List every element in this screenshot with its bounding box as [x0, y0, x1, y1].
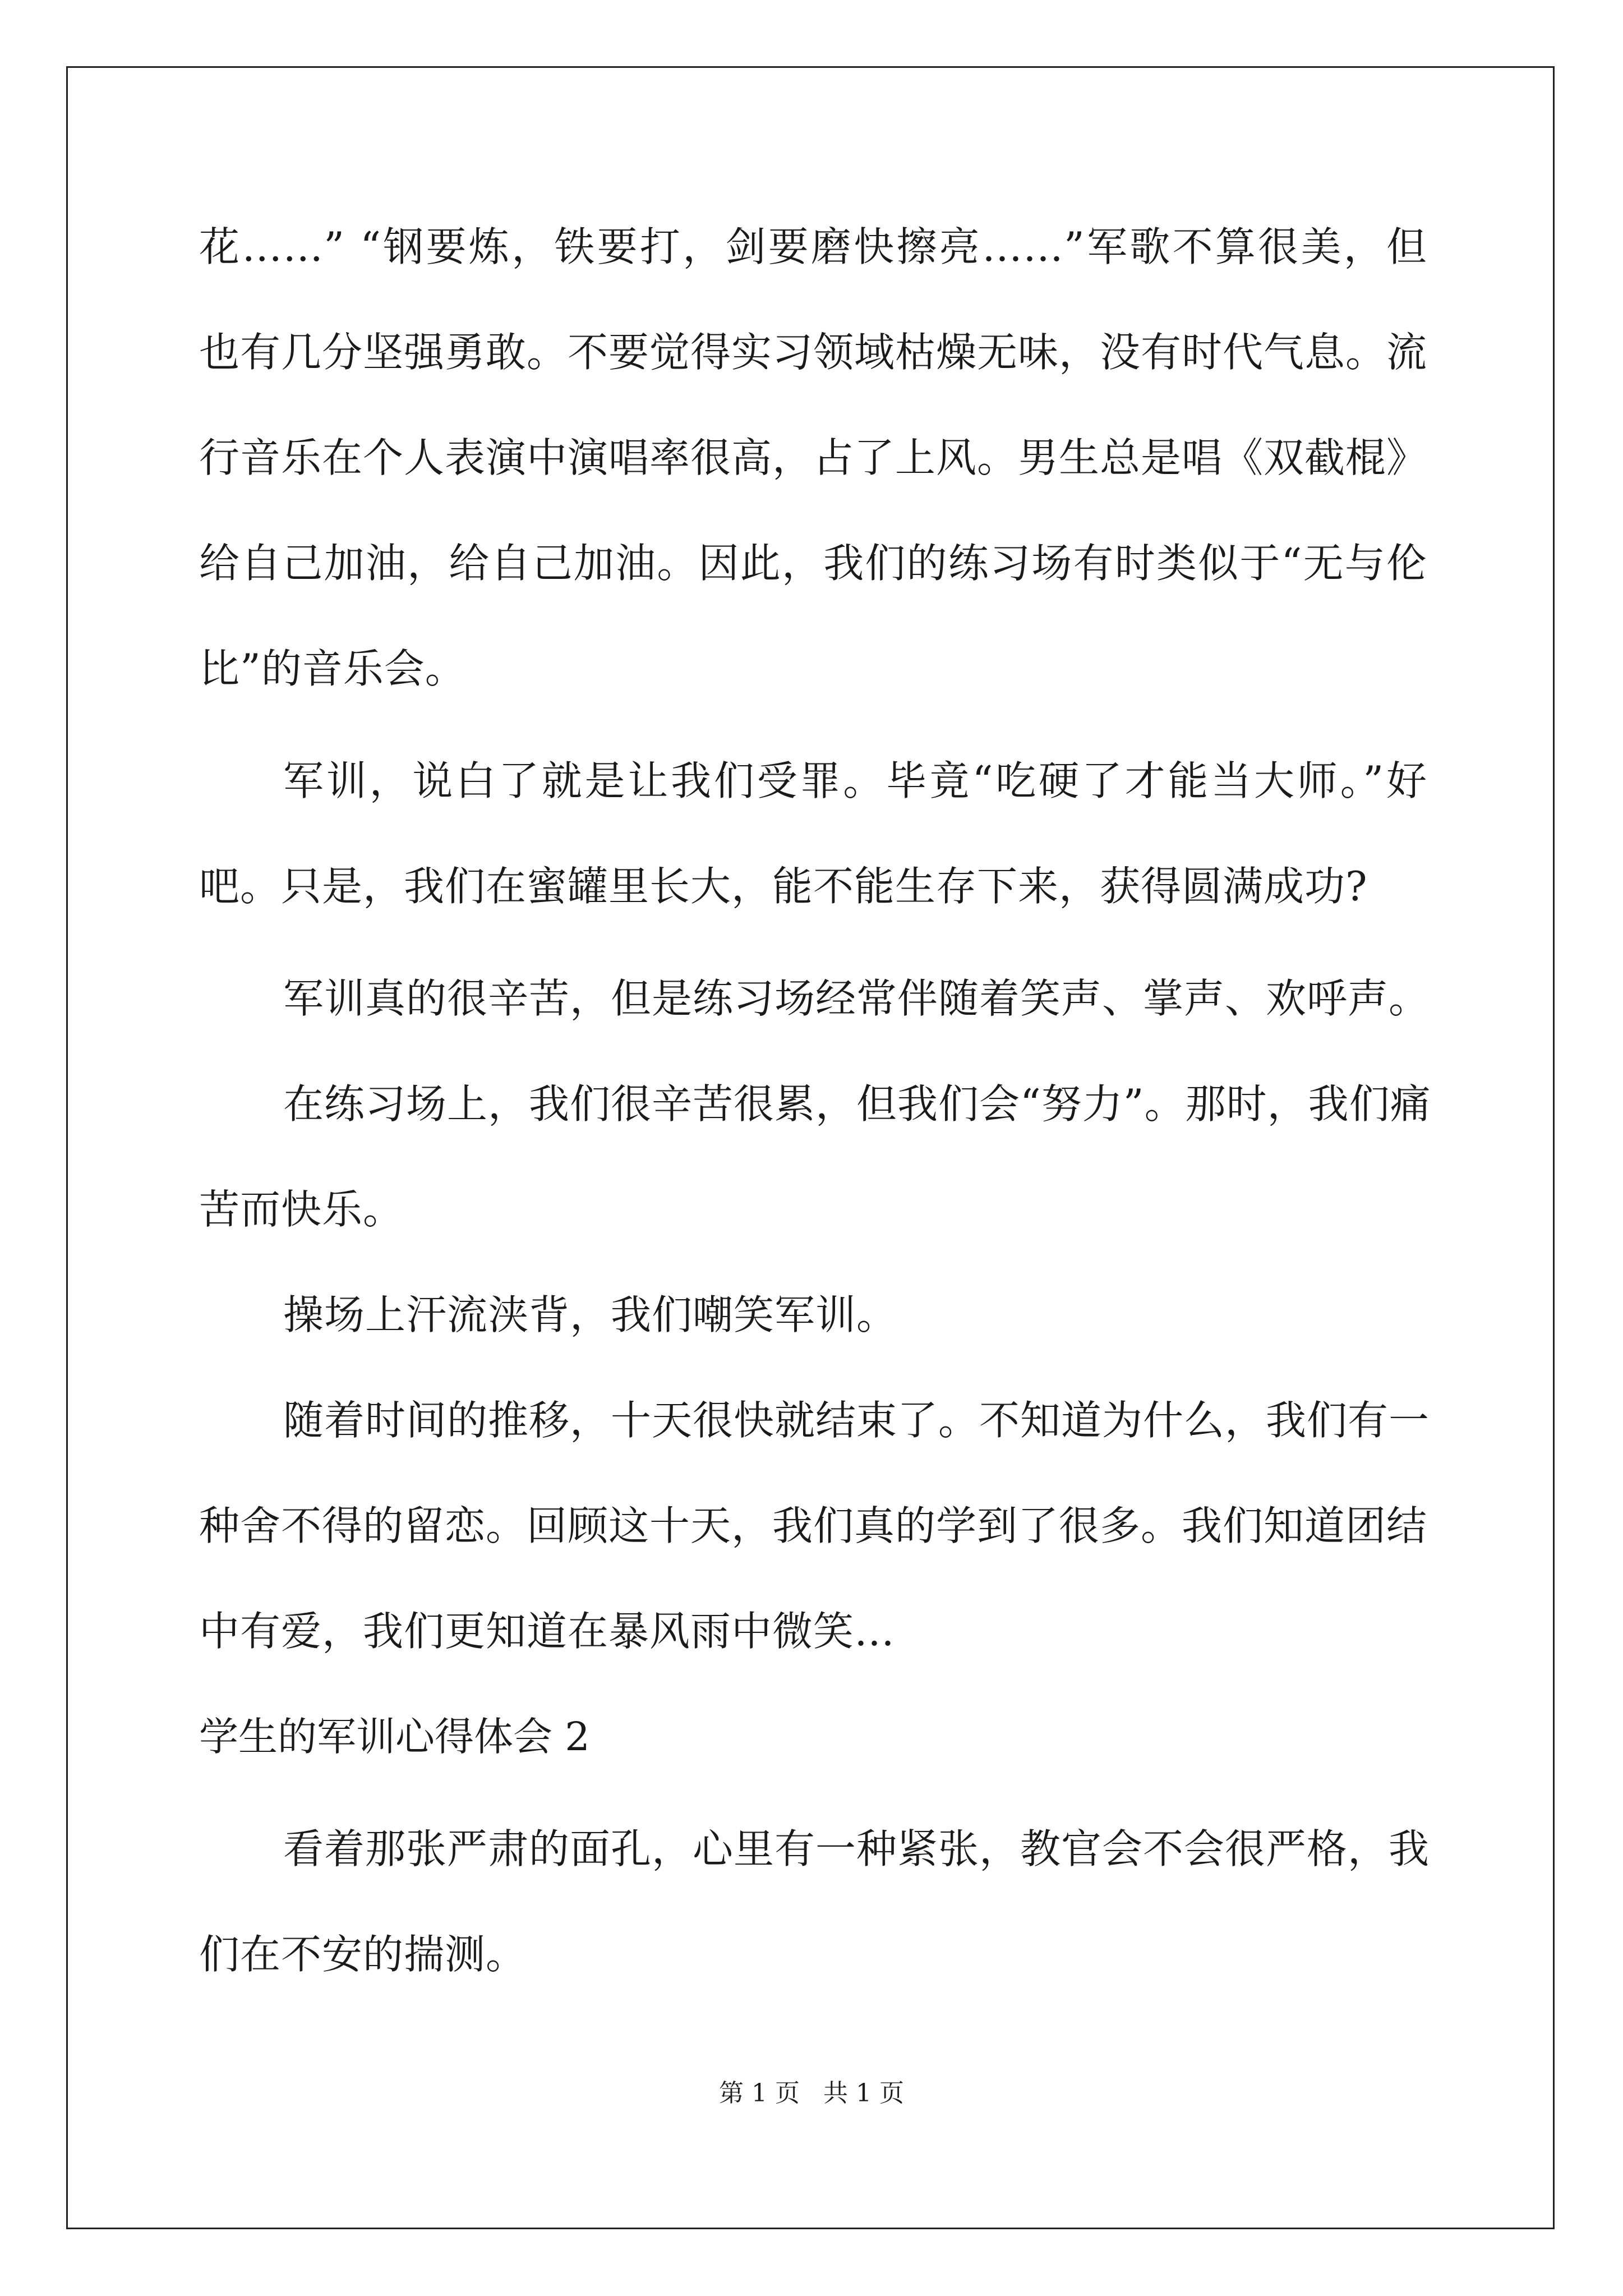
paragraph-5-line-1: 操场上汗流浃背，我们嘲笑军训。: [283, 1291, 898, 1338]
paragraph-1-line-4: 给自己加油，给自己加油。因此，我们的练习场有时类似于“无与伦: [199, 540, 1427, 587]
paragraph-6-line-1: 随着时间的推移，十天很快就结束了。不知道为什么，我们有一: [283, 1397, 1430, 1444]
paragraph-4-line-2: 苦而快乐。: [199, 1186, 404, 1233]
paragraph-1-line-1: 花……” “钢要炼，铁要打，剑要磨快擦亮……”军歌不算很美，但: [199, 223, 1427, 270]
paragraph-2-line-1: 军训，说白了就是让我们受罪。毕竟“吃硬了才能当大师。”好: [283, 757, 1427, 804]
paragraph-1-line-2: 也有几分坚强勇敢。不要觉得实习领域枯燥无味，没有时代气息。流: [199, 329, 1428, 376]
section-paragraph-line-2: 们在不安的揣测。: [199, 1931, 527, 1978]
paragraph-1-line-3: 行音乐在个人表演中演唱率很高，占了上风。男生总是唱《双截棍》: [199, 434, 1428, 481]
paragraph-3-line-1: 军训真的很辛苦，但是练习场经常伴随着笑声、掌声、欢呼声。: [283, 975, 1430, 1022]
paragraph-6-line-2: 种舍不得的留恋。回顾这十天，我们真的学到了很多。我们知道团结: [199, 1502, 1428, 1549]
paragraph-4-line-1: 在练习场上，我们很辛苦很累，但我们会“努力”。那时，我们痛: [283, 1080, 1431, 1128]
paragraph-1-line-5: 比”的音乐会。: [199, 645, 466, 692]
paragraph-6-line-3: 中有爱，我们更知道在暴风雨中微笑…: [199, 1608, 896, 1655]
section-paragraph-line-1: 看着那张严肃的面孔，心里有一种紧张，教官会不会很严格，我: [283, 1825, 1430, 1872]
page-footer: 第 1 页 共 1 页: [719, 2079, 904, 2108]
section-heading: 学生的军训心得体会 2: [199, 1714, 590, 1760]
paragraph-2-line-2: 吧。只是，我们在蜜罐里长大，能不能生存下来，获得圆满成功?: [199, 863, 1368, 910]
page-border: [66, 66, 1555, 2229]
